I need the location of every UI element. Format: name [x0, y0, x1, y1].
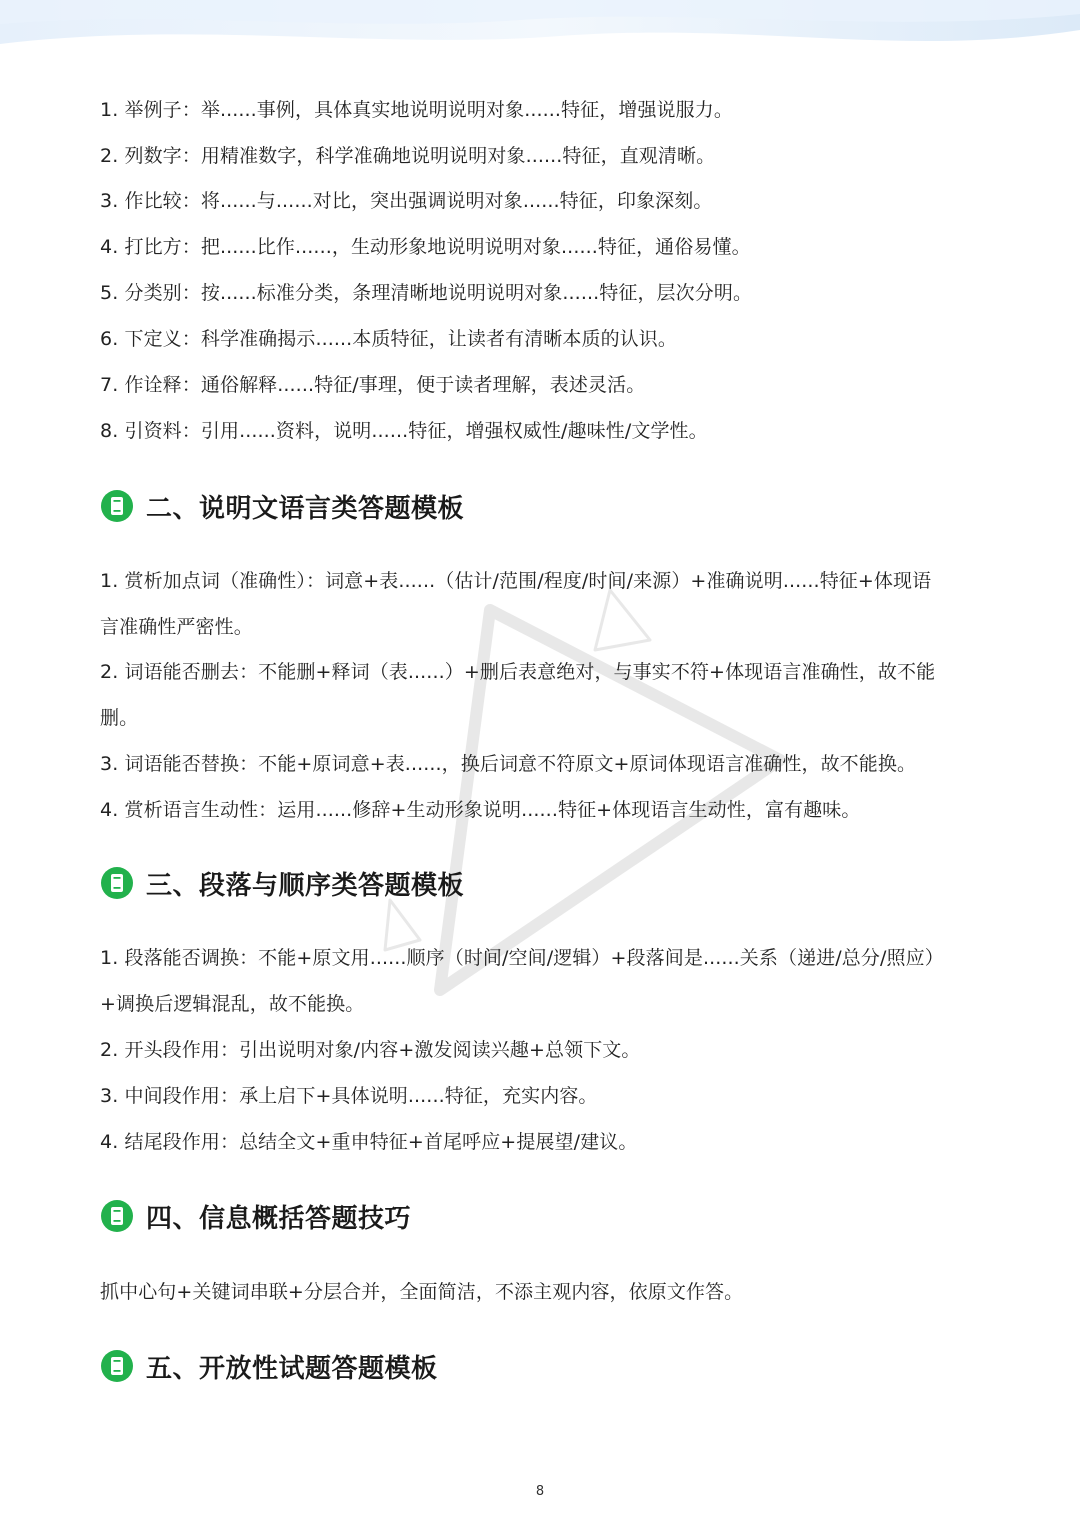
section-heading	[100, 865, 464, 901]
paragraph-line: 抓中心句+关键词串联+分层合并，全面简洁，不添主观内容，依原文作答。	[100, 1281, 744, 1303]
list-item: 2. 列数字：用精准数字，科学准确地说明说明对象......特征，直观清晰。	[100, 145, 716, 167]
section-heading	[100, 1198, 411, 1234]
list-item: 3. 作比较：将......与......对比，突出强调说明对象......特征，印象深刻。	[100, 190, 713, 212]
section-title: 三、段落与顺序类答题模板	[146, 870, 465, 901]
list-item: 1. 举例子：举......事例，具体真实地说明说明对象......特征，增强说服力。	[100, 99, 733, 121]
paragraph-line: 2. 开头段作用：引出说明对象/内容+激发阅读兴趣+总领下文。	[100, 1039, 641, 1061]
paragraph-line: 2. 词语能否删去：不能删+释词（表......）+删后表意绝对，与事实不符+体现语言准确性，故不能	[100, 661, 936, 683]
list-item: 7. 作诠释：通俗解释......特征/事理，便于读者理解，表述灵活。	[100, 374, 646, 396]
top-wave-decoration	[0, 0, 1080, 60]
paragraph-line: 4. 结尾段作用：总结全文+重申特征+首尾呼应+提展望/建议。	[100, 1131, 638, 1153]
paragraph-line: 3. 中间段作用：承上启下+具体说明......特征，充实内容。	[100, 1085, 598, 1107]
section-heading	[100, 1348, 438, 1384]
list-item: 6. 下定义：科学准确揭示......本质特征，让读者有清晰本质的认识。	[100, 328, 678, 350]
paragraph-line: 删。	[100, 707, 139, 729]
list-item: 4. 打比方：把......比作......，生动形象地说明说明对象......特征，通俗易懂。	[100, 236, 751, 258]
book-icon	[100, 489, 134, 523]
paragraph-line: 1. 赏析加点词（准确性）：词意+表......（估计/范围/程度/时间/来源）+准确说明......特征+体现语	[100, 570, 932, 592]
paragraph-line: 1. 段落能否调换：不能+原文用......顺序（时间/空间/逻辑）+段落间是......关系（递进/总分/照应）	[100, 947, 944, 969]
page-number: 8	[535, 1484, 545, 1499]
section-title: 二、说明文语言类答题模板	[146, 493, 465, 524]
section-heading	[100, 488, 464, 524]
paragraph-line: +调换后逻辑混乱，故不能换。	[100, 993, 365, 1015]
paragraph-line: 4. 赏析语言生动性：运用......修辞+生动形象说明......特征+体现语言生动性，富有趣味。	[100, 799, 861, 821]
book-icon	[100, 866, 134, 900]
section-title: 四、信息概括答题技巧	[146, 1203, 412, 1234]
list-item: 8. 引资料：引用......资料，说明......特征，增强权威性/趣味性/文学性。	[100, 420, 708, 442]
list-item: 5. 分类别：按......标准分类，条理清晰地说明说明对象......特征，层次分明。	[100, 282, 753, 304]
section-title: 五、开放性试题答题模板	[146, 1353, 438, 1384]
paragraph-line: 3. 词语能否替换：不能+原词意+表......，换后词意不符原文+原词体现语言准确性，故不能换。	[100, 753, 917, 775]
book-icon	[100, 1199, 134, 1233]
book-icon	[100, 1349, 134, 1383]
paragraph-line: 言准确性严密性。	[100, 616, 253, 638]
